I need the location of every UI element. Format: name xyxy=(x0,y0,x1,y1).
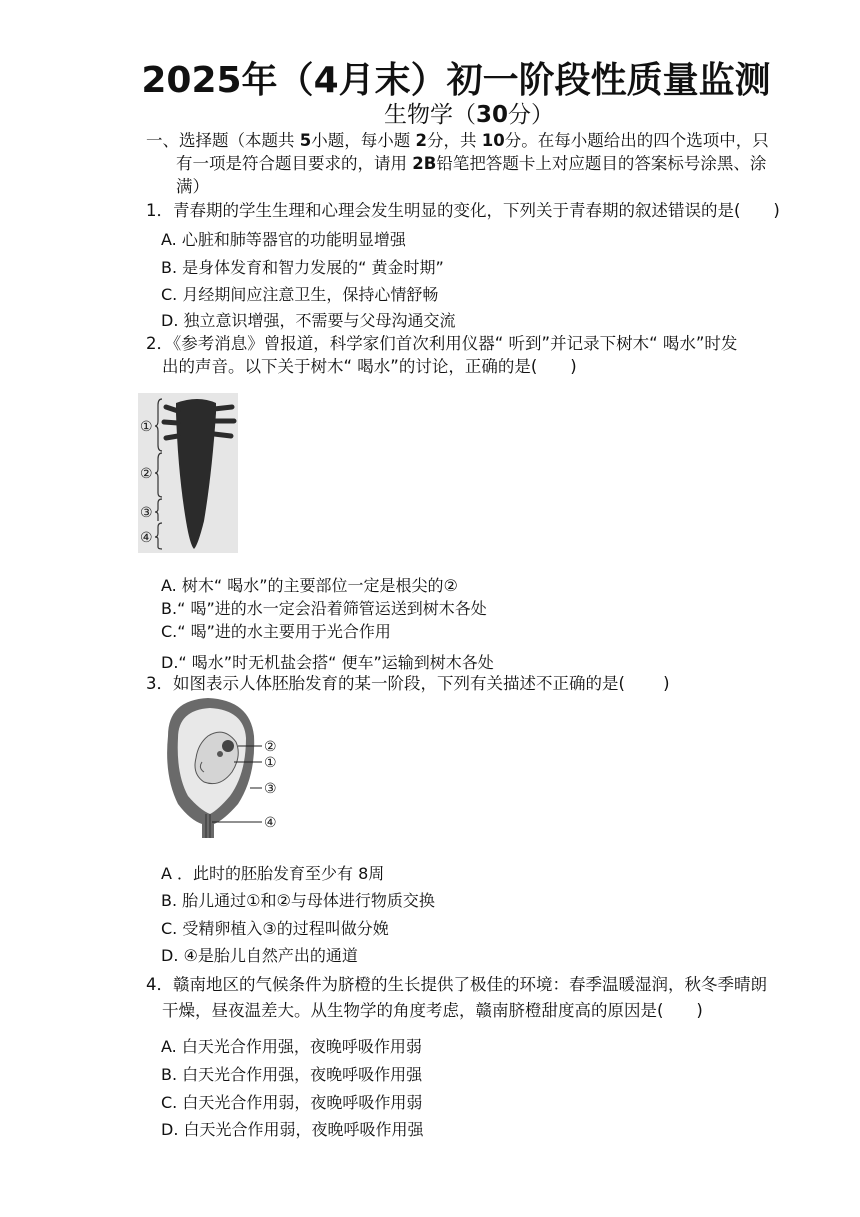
embryo-label-1: ① xyxy=(264,755,277,771)
root-label-2: ② xyxy=(140,466,153,482)
question-4-stem-line1: 4．赣南地区的气候条件为脐橙的生长提供了极佳的环境：春季温暖湿润，秋冬季晴朗 xyxy=(146,975,767,994)
root-label-1: ① xyxy=(140,419,153,435)
q3-option-b[interactable]: B. 胎儿通过①和②与母体进行物质交换 xyxy=(161,891,435,910)
q3-option-d[interactable]: D. ④是胎儿自然产出的通道 xyxy=(161,946,358,965)
embryo-uterus-figure xyxy=(158,696,290,840)
section-instruction-line3: 满） xyxy=(176,177,209,196)
q1-option-d[interactable]: D. 独立意识增强，不需要与父母沟通交流 xyxy=(161,311,456,330)
section-instruction-line1: 一、选择题（本题共 5小题，每小题 2分，共 10分。在每小题给出的四个选项中，只 xyxy=(146,131,769,150)
page-subtitle: 生物学（30分） xyxy=(383,102,554,128)
question-2-stem-line1: 2．《参考消息》曾报道，科学家们首次利用仪器“ 听到”并记录下树木“ 喝水”时发 xyxy=(146,334,738,353)
q2-option-b[interactable]: B.“ 喝”进的水一定会沿着筛管运送到树木各处 xyxy=(161,599,487,618)
question-4-stem-line2: 干燥，昼夜温差大。从生物学的角度考虑，赣南脐橙甜度高的原因是( ) xyxy=(162,1001,703,1020)
q2-option-c[interactable]: C.“ 喝”进的水主要用于光合作用 xyxy=(161,622,391,641)
question-2-stem-line2: 出的声音。以下关于树木“ 喝水”的讨论，正确的是( ) xyxy=(162,357,577,376)
q1-option-c[interactable]: C. 月经期间应注意卫生，保持心情舒畅 xyxy=(161,285,439,304)
q3-option-c[interactable]: C. 受精卵植入③的过程叫做分娩 xyxy=(161,919,389,938)
embryo-label-2: ② xyxy=(264,739,277,755)
q3-option-a[interactable]: A ．此时的胚胎发育至少有 8周 xyxy=(161,864,385,883)
q2-option-a[interactable]: A. 树木“ 喝水”的主要部位一定是根尖的② xyxy=(161,576,458,595)
embryo-label-3: ③ xyxy=(264,781,277,797)
root-label-3: ③ xyxy=(140,505,153,521)
q2-option-d[interactable]: D.“ 喝水”时无机盐会搭“ 便车”运输到树木各处 xyxy=(161,653,494,672)
q4-option-c[interactable]: C. 白天光合作用弱，夜晚呼吸作用弱 xyxy=(161,1093,423,1112)
root-tip-figure xyxy=(138,393,238,553)
root-label-4: ④ xyxy=(140,530,153,546)
section-instruction-line2: 有一项是符合题目要求的，请用 2B铅笔把答题卡上对应题目的答案标号涂黑、涂 xyxy=(176,154,767,173)
q1-option-a[interactable]: A. 心脏和肺等器官的功能明显增强 xyxy=(161,230,406,249)
question-3-stem: 3．如图表示人体胚胎发育的某一阶段，下列有关描述不正确的是( ) xyxy=(146,674,670,693)
question-1-stem: 1．青春期的学生生理和心理会发生明显的变化，下列关于青春期的叙述错误的是( ) xyxy=(146,201,780,220)
embryo-label-4: ④ xyxy=(264,815,277,831)
q4-option-b[interactable]: B. 白天光合作用强，夜晚呼吸作用强 xyxy=(161,1065,423,1084)
page-title: 2025年（4月末）初一阶段性质量监测 xyxy=(141,60,771,101)
q1-option-b[interactable]: B. 是身体发育和智力发展的“ 黄金时期” xyxy=(161,258,444,277)
q4-option-a[interactable]: A. 白天光合作用强，夜晚呼吸作用弱 xyxy=(161,1037,422,1056)
q4-option-d[interactable]: D. 白天光合作用弱，夜晚呼吸作用强 xyxy=(161,1120,424,1139)
